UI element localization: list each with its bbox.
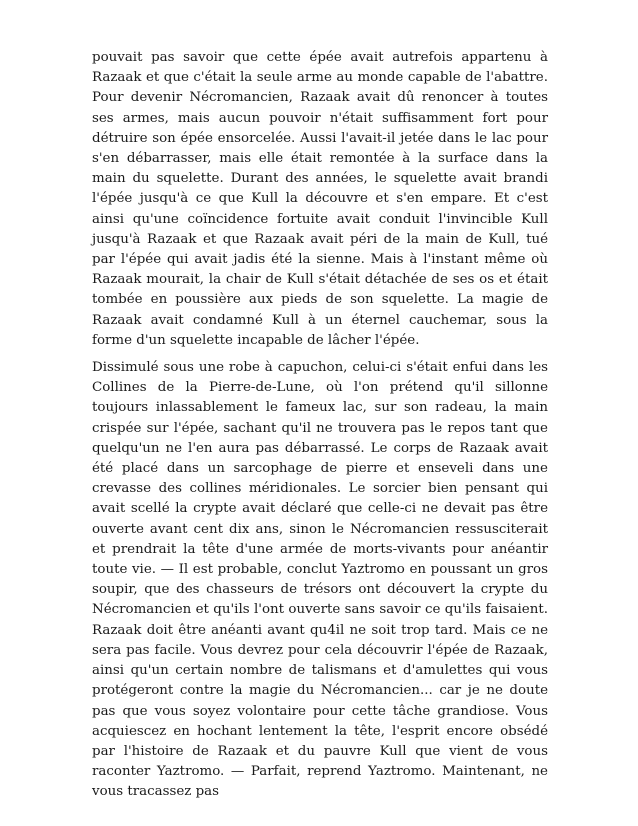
document-page <box>92 48 548 803</box>
paragraph-1: pouvait pas savoir que cette épée avait autrefois appartenu à Razaak et que c'était la seule arme au monde capable de l'abattre. Pour devenir Nécromancien, Razaak avait dû renoncer à toutes ses armes, mais aucun pouvoir n'était suffisamment fort pour détruire son épée ensorcelée. Aussi l'avait-il jetée dans le lac pour s'en débarrasser, mais elle était remontée à la surface dans la main du squelette. Durant des années, le squelette avait brandi l'épée jusqu'à ce que Kull la découvre et s'en empare. Et c'est ainsi qu'une coïncidence fortuite avait conduit l'invincible Kull jusqu'à Razaak et que Razaak avait péri de la main de Kull, tué par l'épée qui avait jadis été la sienne. Mais à l'instant même où Razaak mourait, la chair de Kull s'était détachée de ses os et était tombée en poussière aux pieds de son squelette. La magie de Razaak avait condamné Kull à un éternel cauchemar, sous la forme d'un squelette incapable de lâcher l'épée. <box>92 50 548 348</box>
paragraph-2: Dissimulé sous une robe à capuchon, celui-ci s'était enfui dans les Collines de la Pierre-de-Lune, où l'on prétend qu'il sillonne toujours inlassablement le fameux lac, sur son radeau, la main crispée sur l'épée, sachant qu'il ne trouvera pas le repos tant que quelqu'un ne l'en aura pas débarrassé. Le corps de Razaak avait été placé dans un sarcophage de pierre et enseveli dans une crevasse des collines méridionales. Le sorcier bien pensant qui avait scellé la crypte avait déclaré que celle-ci ne devait pas être ouverte avant cent dix ans, sinon le Nécromancien ressusciterait et prendrait la tête d'une armée de morts-vivants pour anéantir toute vie. — Il est probable, conclut Yaztromo en poussant un gros soupir, que des chasseurs de trésors ont découvert la crypte du Nécromancien et qu'ils l'ont ouverte sans savoir ce qu'ils faisaient. Razaak doit être anéanti avant qu4il ne soit trop tard. Mais ce ne sera pas facile. Vous devrez pour cela découvrir l'épée de Razaak, ainsi qu'un certain nombre de talismans et d'amulettes qui vous protégeront contre la magie du Nécromancien... car je ne doute pas que vous soyez volontaire pour cette tâche grandiose. Vous acquiescez en hochant lentement la tête, l'esprit encore obsédé par l'histoire de Razaak et du pauvre Kull que vient de vous raconter Yaztromo. — Parfait, reprend Yaztromo. Maintenant, ne vous tracassez pas <box>92 360 548 800</box>
